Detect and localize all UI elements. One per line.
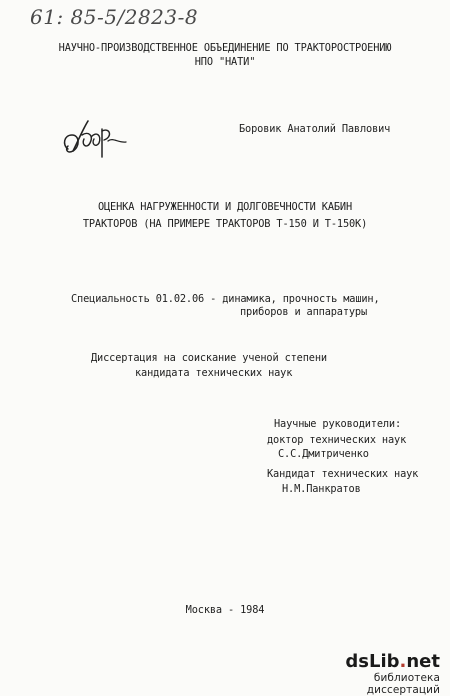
supervisors-heading: Научные руководители: [274, 418, 402, 430]
handwritten-signature [58, 113, 130, 171]
place-and-year: Москва - 1984 [185, 604, 265, 616]
dslib-watermark [332, 652, 440, 696]
supervisor-1-name: С.С.Дмитриченко [278, 448, 369, 460]
title-line-1: ОЦЕНКА НАГРУЖЕННОСТИ И ДОЛГОВЕЧНОСТИ КАБИН [97, 201, 353, 213]
watermark-subtitle: библиотека диссертаций [366, 672, 440, 696]
title-line-2: ТРАКТОРОВ (НА ПРИМЕРЕ ТРАКТОРОВ Т-150 И Т-150К) [82, 218, 368, 230]
specialty-line-2: приборов и аппаратуры [240, 306, 368, 318]
organization-line-2: НПО "НАТИ" [194, 56, 256, 68]
archive-number: 61: 85-5/2823-8 [30, 5, 199, 29]
author-name: Боровик Анатолий Павлович [239, 123, 391, 135]
degree-line-1: Диссертация на соискание ученой степени [91, 352, 327, 364]
watermark-site-dot: . [399, 651, 407, 672]
watermark-site-suffix: net [406, 651, 440, 672]
specialty-line-1: Специальность 01.02.06 - динамика, прочность машин, [71, 293, 380, 305]
supervisor-2-name: Н.М.Панкратов [282, 483, 361, 495]
degree-line-2: кандидата технических наук [135, 367, 293, 379]
watermark-site-name [332, 652, 440, 672]
organization-line-1: НАУЧНО-ПРОИЗВОДСТВЕННОЕ ОБЪЕДИНЕНИЕ ПО ТРАКТОРОСТРОЕНИЮ [58, 42, 392, 54]
watermark-site-prefix: dsLib [345, 651, 400, 672]
supervisor-1-title: доктор технических наук [267, 434, 407, 446]
supervisor-2-title: Кандидат технических наук [267, 468, 419, 480]
